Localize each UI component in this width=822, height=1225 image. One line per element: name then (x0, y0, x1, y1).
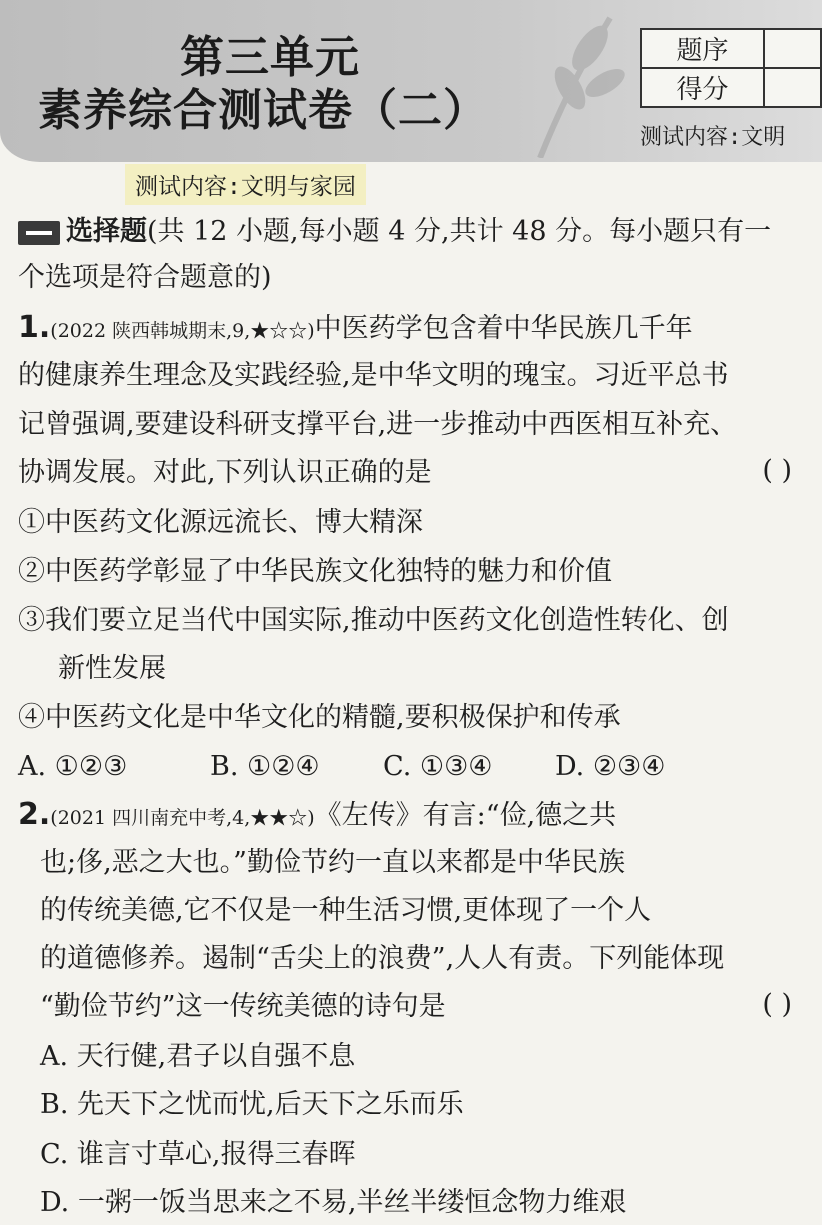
score-label: 题序 (641, 29, 764, 68)
section-description: (共 12 小题,每小题 4 分,共计 48 分。每小题只有一 (147, 216, 772, 247)
statement: ②中医药学彰显了中华民族文化独特的魅力和价值 (18, 556, 612, 587)
score-row (641, 68, 821, 107)
question-stem-line: 也;侈,恶之大也。”勤俭节约一直以来都是中华民族 (40, 847, 625, 878)
answer-blank[interactable]: ( ) (762, 989, 792, 1020)
question-stem-line: 《左传》有言:“俭,德之共 (314, 800, 617, 831)
option-d[interactable]: D. 一粥一饭当思来之不易,半丝半缕恒念物力维艰 (40, 1187, 627, 1218)
option-b[interactable]: B. 先天下之忧而忧,后天下之乐而乐 (40, 1089, 464, 1120)
score-value-cell[interactable] (764, 68, 821, 107)
question-2-first-line (18, 797, 616, 836)
question-stem-line: 的道德修养。遏制“舌尖上的浪费”,人人有责。下列能体现 (40, 943, 725, 974)
statement: ①中医药文化源远流长、博大精深 (18, 507, 423, 538)
option-c[interactable]: C. 谁言寸草心,报得三春晖 (40, 1139, 356, 1170)
question-stem-line: 协调发展。对此,下列认识正确的是 (18, 457, 432, 488)
question-stem-line: 的健康养生理念及实践经验,是中华文明的瑰宝。习近平总书 (18, 360, 729, 391)
leaf-branch-icon (520, 8, 630, 158)
score-label: 得分 (641, 68, 764, 107)
question-stem-line: 中医药学包含着中华民族几千年 (314, 313, 693, 344)
option-a[interactable]: A. 天行健,君子以自强不息 (40, 1041, 356, 1072)
score-table (640, 28, 822, 108)
question-source: (2022 陕西韩城期末,9,★☆☆) (50, 320, 315, 342)
section-heading (18, 214, 771, 250)
section-description-cont: 个选项是符合题意的) (18, 262, 272, 293)
score-content-text: 测试内容:文明 (640, 125, 786, 150)
test-content-note: 测试内容:文明与家园 (125, 164, 366, 205)
option-d[interactable]: D. ②③④ (555, 751, 666, 782)
score-row (641, 29, 821, 68)
dash-badge-icon (18, 221, 60, 245)
answer-blank[interactable]: ( ) (762, 455, 792, 486)
question-stem-line: 记曾强调,要建设科研支撑平台,进一步推动中西医相互补充、 (18, 409, 738, 440)
unit-title: 第三单元 (180, 32, 360, 83)
option-b[interactable]: B. ①②④ (210, 751, 320, 782)
statement: 新性发展 (58, 653, 166, 684)
question-stem-line: “勤俭节约”这一传统美德的诗句是 (40, 991, 446, 1022)
question-stem-line: 的传统美德,它不仅是一种生活习惯,更体现了一个人 (40, 895, 652, 926)
section-name: 选择题 (66, 216, 147, 247)
option-c[interactable]: C. ①③④ (383, 751, 493, 782)
statement: ④中医药文化是中华文化的精髓,要积极保护和传承 (18, 702, 621, 733)
statement: ③我们要立足当代中国实际,推动中医药文化创造性转化、创 (18, 605, 729, 636)
question-number: 2. (18, 797, 51, 832)
paper-title: 素养综合测试卷（二） (38, 85, 488, 136)
question-number: 1. (18, 310, 51, 345)
score-value-cell[interactable] (764, 29, 821, 68)
option-a[interactable]: A. ①②③ (18, 751, 128, 782)
question-source: (2021 四川南充中考,4,★★☆) (50, 807, 315, 829)
question-1-first-line (18, 310, 693, 349)
